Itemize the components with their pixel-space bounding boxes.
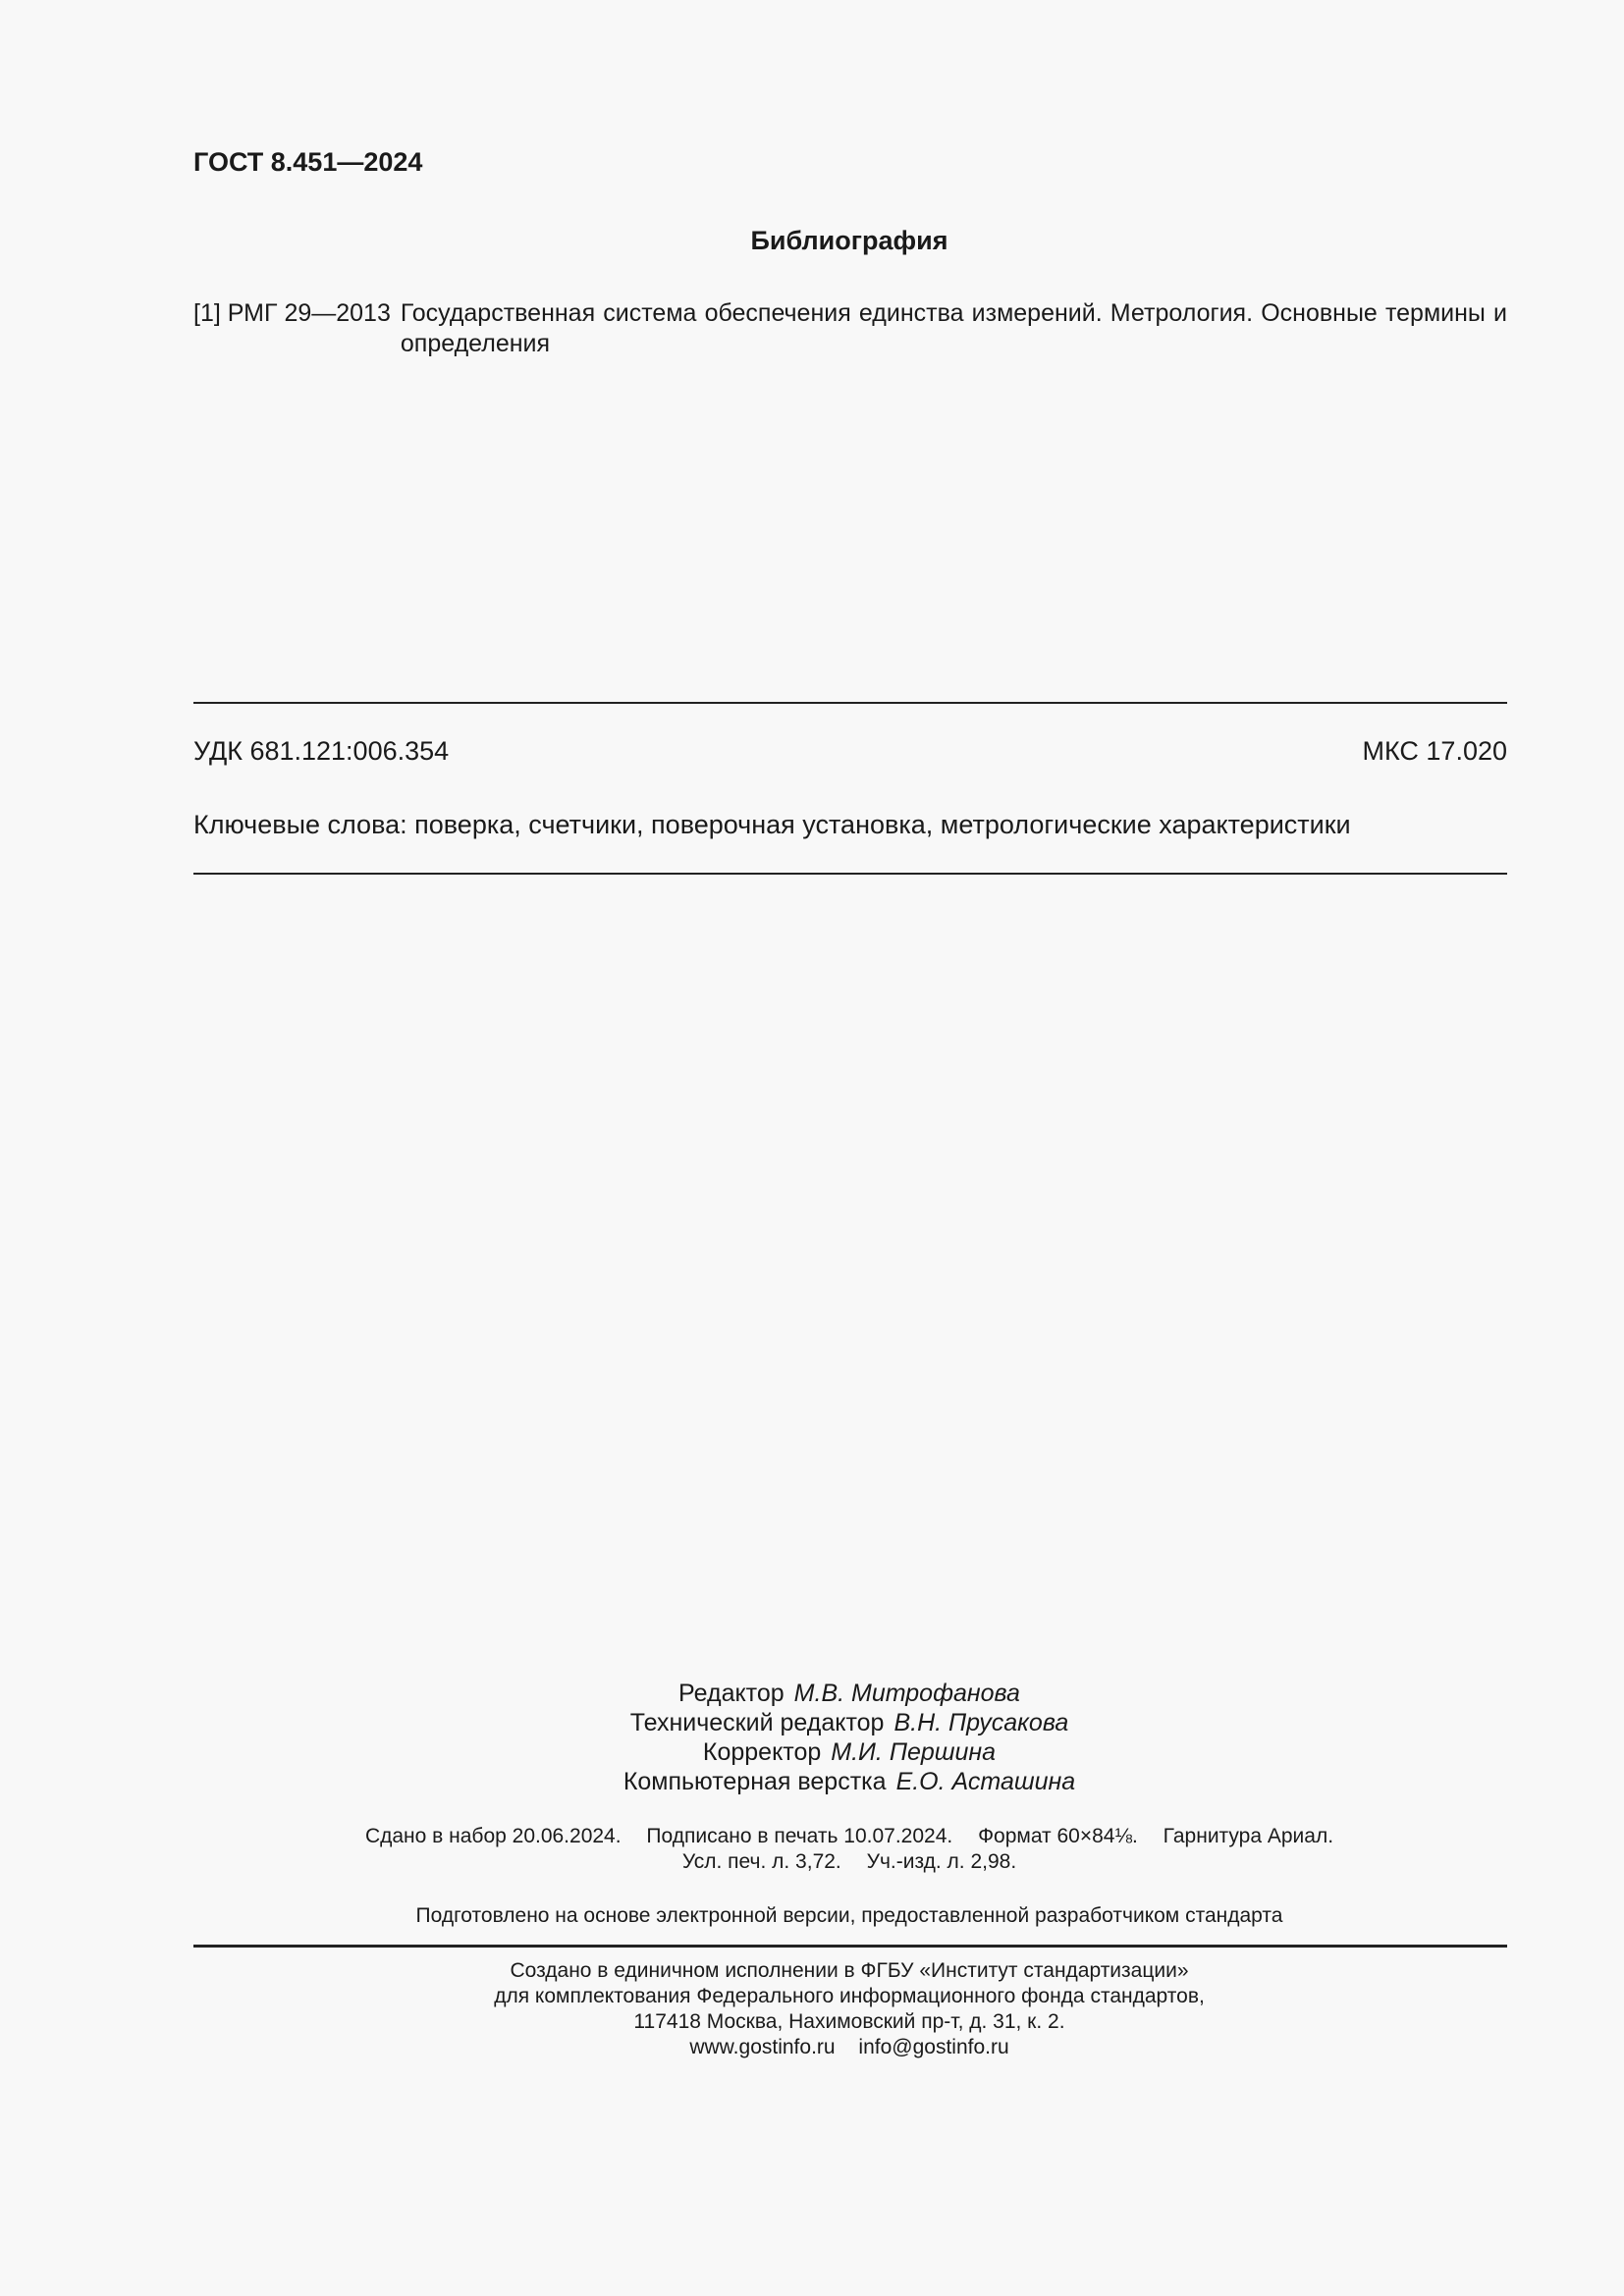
credit-line <box>0 1737 1624 1767</box>
imprint-print-sheets: Усл. печ. л. 3,72. <box>681 1850 841 1873</box>
imprint-line-2 <box>0 1849 1624 1875</box>
credit-role: Редактор <box>678 1680 785 1707</box>
divider-footer <box>193 1945 1507 1948</box>
mks-code: МКС 17.020 <box>1362 736 1507 766</box>
bibliography-ref: [1] РМГ 29—2013 <box>193 299 391 327</box>
credit-line <box>0 1679 1624 1708</box>
bibliography-title: Библиография <box>750 226 948 255</box>
udk-code: УДК 681.121:006.354 <box>193 736 450 766</box>
credit-name: В.Н. Прусакова <box>893 1709 1069 1736</box>
footer-line: для комплектования Федерального информационного фонда стандартов, <box>494 1985 1205 2007</box>
divider-top <box>193 702 1507 704</box>
footer-line: Создано в единичном исполнении в ФГБУ «Институт стандартизации» <box>510 1959 1189 1982</box>
imprint-typeset-date: Сдано в набор 20.06.2024. <box>364 1825 622 1847</box>
imprint-format: Формат 60×84⅛. <box>978 1825 1138 1847</box>
credit-role: Технический редактор <box>629 1709 885 1736</box>
footer-line: 117418 Москва, Нахимовский пр-т, д. 31, к. 2. <box>633 2010 1065 2033</box>
imprint-line-1 <box>0 1824 1624 1849</box>
imprint-block <box>0 1824 1624 1875</box>
credit-name: Е.О. Асташина <box>895 1768 1076 1795</box>
credit-role: Корректор <box>702 1738 822 1766</box>
bibliography-entry <box>193 298 1507 359</box>
keywords: Ключевые слова: поверка, счетчики, поверочная установка, метрологические характеристики <box>193 810 1351 839</box>
footer-links <box>0 2035 1624 2060</box>
email-link[interactable]: info@gostinfo.ru <box>858 2036 1009 2058</box>
credit-line <box>0 1767 1624 1796</box>
bibliography-text: Государственная система обеспечения единства измерений. Метрология. Основные термины и определения <box>400 299 1507 357</box>
imprint-print-date: Подписано в печать 10.07.2024. <box>646 1825 953 1847</box>
imprint-typeface: Гарнитура Ариал. <box>1163 1825 1334 1847</box>
website-link[interactable]: www.gostinfo.ru <box>689 2036 836 2058</box>
credit-name: М.В. Митрофанова <box>793 1680 1020 1707</box>
credit-name: М.И. Першина <box>831 1738 997 1766</box>
footer-block <box>0 1958 1624 2060</box>
divider-bottom <box>193 873 1507 875</box>
credit-role: Компьютерная верстка <box>623 1768 887 1795</box>
document-code: ГОСТ 8.451—2024 <box>193 147 423 177</box>
prepared-note: Подготовлено на основе электронной версии, предоставленной разработчиком стандарта <box>415 1904 1283 1927</box>
imprint-publisher-sheets: Уч.-изд. л. 2,98. <box>866 1850 1017 1873</box>
credits-block <box>0 1679 1624 1796</box>
credit-line <box>0 1708 1624 1737</box>
